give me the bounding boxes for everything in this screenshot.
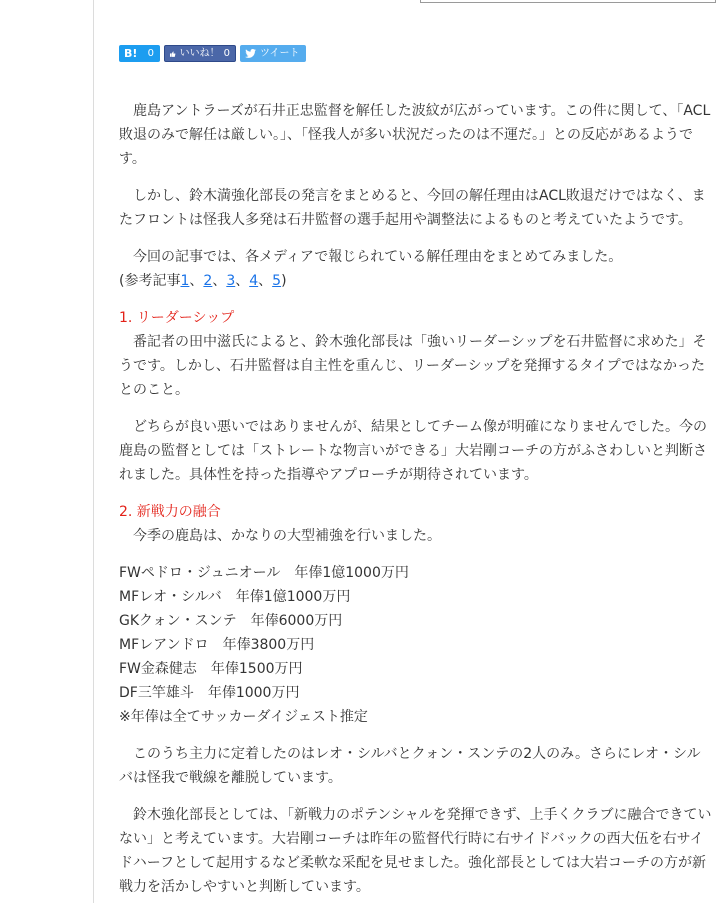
- list-item: DF三竿雄斗 年俸1000万円: [119, 685, 300, 701]
- hatena-bookmark-button[interactable]: [119, 45, 160, 62]
- list-item: FW金森健志 年俸1500万円: [119, 661, 303, 677]
- reference-separator: 、: [258, 273, 273, 289]
- reference-link-2[interactable]: 2: [203, 273, 213, 289]
- reference-prefix: (参考記事: [119, 273, 181, 289]
- reference-link-5[interactable]: 5: [272, 273, 282, 289]
- left-sidebar: [0, 0, 94, 903]
- paragraph-leadership: 番記者の田中滋氏によると、鈴木強化部長は「強いリーダーシップを石井監督に求めた」そうです。しかし、石井監督は自主性を重んじ、リーダーシップを発揮するタイプではなかったとのこと。: [119, 334, 707, 398]
- tweet-label: ツイート: [260, 48, 300, 59]
- twitter-bird-icon: [245, 49, 256, 58]
- like-count: 0: [223, 48, 230, 59]
- list-item: GKクォン・スンテ 年俸6000万円: [119, 613, 343, 629]
- hatena-icon: B!: [124, 47, 138, 60]
- share-bar: [119, 45, 306, 62]
- paragraph-intro: 鹿島アントラーズが石井正忠監督を解任した波紋が広がっています。この件に関して、「ACL敗退のみで解任は厳しい。」、「怪我人が多い状況だったのは不運だ。」との反応があるようです。: [119, 103, 711, 167]
- heading-new-players: 2. 新戦力の融合: [119, 504, 221, 520]
- article-body: [119, 99, 713, 903]
- reference-link-4[interactable]: 4: [249, 273, 259, 289]
- paragraph-regulars: このうち主力に定着したのはレオ・シルバとクォン・スンテの2人のみ。さらにレオ・シルバは怪我で戦線を離脱しています。: [119, 746, 701, 786]
- reference-link-1[interactable]: 1: [180, 273, 190, 289]
- hatena-count: 0: [147, 48, 154, 59]
- paragraph-summary: 今回の記事では、各メディアで報じられている解任理由をまとめてみました。: [133, 249, 623, 265]
- reference-links: [119, 269, 713, 293]
- reference-separator: 、: [189, 273, 204, 289]
- list-item: MFレアンドロ 年俸3800万円: [119, 637, 315, 653]
- list-note: ※年俸は全てサッカーダイジェスト推定: [119, 709, 368, 725]
- paragraph-reason: しかし、鈴木満強化部長の発言をまとめると、今回の解任理由はACL敗退だけではなく、またフロントは怪我人多発は石井監督の選手起用や調整法によるものと考えていたようです。: [119, 188, 706, 228]
- facebook-like-button[interactable]: [164, 45, 236, 62]
- paragraph-coach: どちらが良い悪いではありませんが、結果としてチーム像が明確になりませんでした。今の鹿島の監督としては「ストレートな物言いができる」大岩剛コーチの方がふさわしいと判断されました。具体性を持った指導やアプローチが期待されています。: [119, 419, 707, 483]
- paragraph-integration: 鈴木強化部長としては、「新戦力のポテンシャルを発揮できず、上手くクラブに融合できていない」と考えています。大岩剛コーチは昨年の監督代行時に右サイドバックの西大伍を右サイドハーフとして起用するなど柔軟な采配を見せました。強化部長としては大岩コーチの方が新戦力を活かしやすいと判断しています。: [119, 807, 712, 895]
- reference-separator: 、: [235, 273, 250, 289]
- like-label: いいね！: [179, 48, 220, 59]
- list-item: FWペドロ・ジュニオール 年俸1億1000万円: [119, 565, 409, 581]
- list-item: MFレオ・シルバ 年俸1億1000万円: [119, 589, 351, 605]
- reference-separator: 、: [212, 273, 227, 289]
- player-list: [119, 561, 713, 729]
- heading-leadership: 1. リーダーシップ: [119, 310, 235, 326]
- thumbs-up-icon: [170, 49, 176, 59]
- paragraph-reinforcement: 今季の鹿島は、かなりの大型補強を行いました。: [133, 528, 441, 544]
- tweet-button[interactable]: [240, 45, 306, 62]
- reference-suffix: ): [281, 273, 287, 289]
- top-cutoff-box: [420, 0, 716, 3]
- reference-link-3[interactable]: 3: [226, 273, 236, 289]
